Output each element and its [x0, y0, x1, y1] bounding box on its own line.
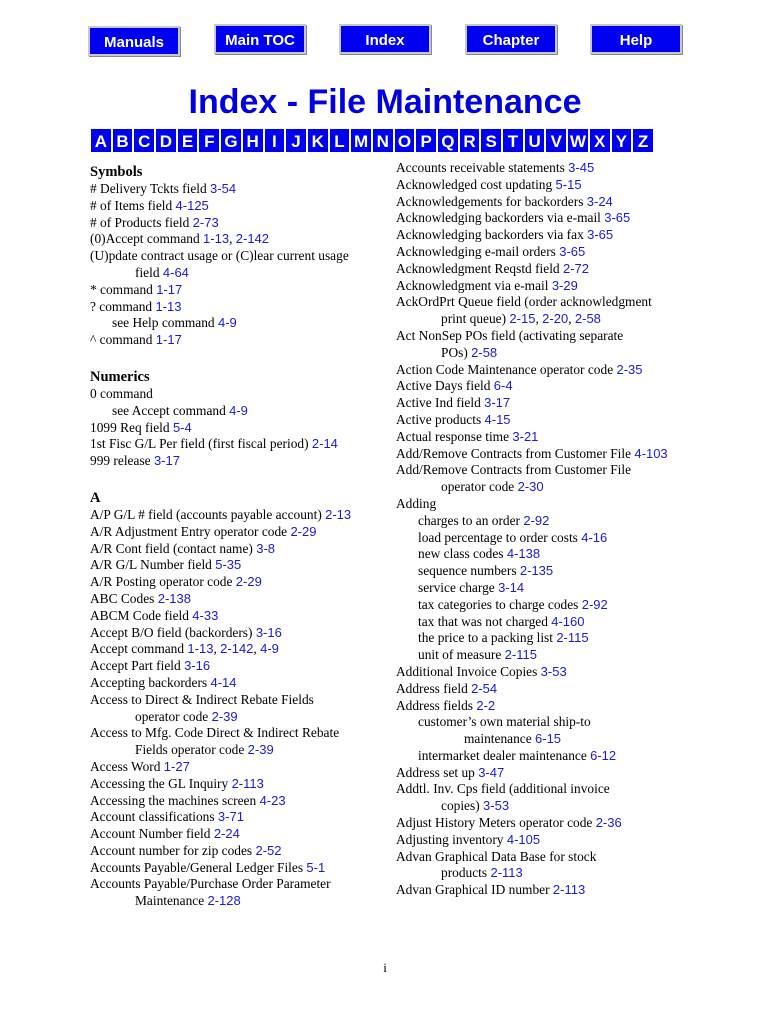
index-entry-text: see Accept command: [112, 402, 230, 418]
index-entry-text: Account number for zip codes: [90, 842, 256, 858]
index-entry: [90, 386, 390, 403]
section-gap: [90, 470, 390, 486]
index-entry-text: Accept Part field: [90, 658, 185, 674]
index-entry-text: Acknowledgment via e-mail: [396, 277, 552, 293]
index-entry-text: Act NonSep POs field (activating separate: [396, 327, 624, 343]
index-entry: [396, 160, 696, 177]
index-entry: [90, 809, 390, 826]
index-entry: [396, 882, 696, 899]
page-number: i: [383, 960, 387, 975]
ref-separator: ,: [568, 311, 575, 327]
top-navigation: [88, 24, 680, 79]
chapter-toc-button[interactable]: Chapter TOC: [465, 24, 557, 54]
page-reference-link[interactable]: 4-160: [551, 613, 585, 629]
page-reference-link[interactable]: 3-54: [210, 181, 237, 196]
index-entry: [396, 698, 696, 715]
index-entry-text: Accept command: [90, 641, 188, 657]
index-entry-text: Adjust History Meters operator code: [396, 815, 596, 831]
index-entry: [90, 420, 390, 437]
page-reference-link[interactable]: 5-1: [306, 859, 326, 875]
index-entry: [396, 546, 696, 563]
index-entry: [90, 436, 390, 453]
index-entry-text: ? command: [90, 298, 156, 314]
index-entry-text: Address fields: [396, 697, 477, 713]
index-entry-text: field: [135, 264, 163, 280]
index-entry-text: Advan Graphical Data Base for stock: [396, 848, 597, 864]
index-entry-text: A/R Cont field (contact name): [90, 540, 257, 556]
alphabet-letter-g[interactable]: G: [220, 128, 242, 153]
index-entry-text: * command: [90, 281, 157, 297]
index-entry-text: Adjusting inventory: [396, 831, 507, 847]
index-entry: [396, 614, 696, 631]
ref-separator: ,: [535, 311, 543, 327]
index-entry-text: A/R G/L Number field: [90, 557, 216, 573]
index-entry: [396, 815, 696, 832]
index-entry-text: ABCM Code field: [90, 607, 193, 623]
page-reference-link[interactable]: 6-15: [535, 731, 562, 747]
index-entry: [396, 496, 696, 513]
index-entry: [90, 608, 390, 625]
index-entry: [396, 194, 696, 211]
index-entry-text: Accessing the GL Inquiry: [90, 775, 232, 791]
page-reference-link[interactable]: 2-13: [325, 506, 352, 522]
index-entry-text: Active products: [396, 411, 485, 427]
page-reference-link[interactable]: 3-45: [568, 160, 595, 175]
index-entry-text: ABC Codes: [90, 590, 158, 606]
page-reference-link[interactable]: 2-142: [220, 641, 254, 657]
index-entry-text: Address field: [396, 680, 472, 696]
page-reference-link[interactable]: 4-33: [192, 607, 219, 623]
index-entry: [396, 580, 696, 597]
index-entry: [396, 832, 696, 849]
page-reference-link[interactable]: 3-14: [498, 579, 525, 595]
alphabet-letter-c[interactable]: C: [133, 128, 155, 153]
index-entry-text: # of Products field: [90, 214, 193, 230]
page-reference-link[interactable]: 1-27: [163, 758, 190, 774]
page-reference-link[interactable]: 2-58: [574, 311, 601, 327]
index-entry-text: (U)pdate contract usage or (C)lear current usage: [90, 248, 349, 264]
index-entry-text: 1099 Req field: [90, 419, 173, 435]
index-entry: [396, 630, 696, 647]
index-entry: [90, 658, 390, 675]
index-entry-text: intermarket dealer maintenance: [418, 747, 591, 763]
page-reference-link[interactable]: 3-16: [255, 624, 282, 640]
index-entry-text: see Help command: [112, 315, 218, 331]
index-entry: [90, 198, 390, 215]
index-entry-text: Maintenance: [135, 893, 208, 909]
index-entry: [396, 781, 696, 798]
index-entry: [90, 574, 390, 591]
page-reference-link[interactable]: 4-9: [260, 641, 279, 657]
index-entry: [396, 479, 696, 496]
index-entry-text: 999 release: [90, 453, 154, 469]
index-entry-text: # of Items field: [90, 197, 176, 213]
page-reference-link[interactable]: 3-65: [559, 243, 586, 259]
index-entry-text: load percentage to order costs: [418, 529, 582, 545]
alphabet-letter-l[interactable]: L: [329, 128, 351, 153]
index-entry: [90, 625, 390, 642]
index-entry: [396, 261, 696, 278]
index-entry: [90, 181, 390, 198]
index-entry: [90, 332, 390, 349]
index-entry-text: Account classifications: [90, 809, 218, 825]
page-reference-link[interactable]: 4-9: [217, 315, 237, 331]
index-entry-text: customer’s own material ship-to: [418, 714, 591, 730]
index-entry: [90, 524, 390, 541]
alphabet-letter-p[interactable]: P: [415, 128, 437, 153]
alphabet-letter-i[interactable]: I: [264, 128, 286, 153]
index-entry: [90, 725, 390, 742]
index-entry-text: Active Ind field: [396, 395, 485, 411]
index-entry-text: # Delivery Tckts field: [90, 181, 211, 196]
index-entry: [396, 311, 696, 328]
page-reference-link[interactable]: 4-125: [175, 197, 209, 213]
page-reference-link[interactable]: 2-113: [490, 865, 523, 881]
page-reference-link[interactable]: 2-2: [476, 697, 496, 713]
index-entry-text: print queue): [441, 311, 510, 327]
index-entry: [396, 765, 696, 782]
index-entry: [396, 798, 696, 815]
index-entry: [90, 776, 390, 793]
alphabet-letter-o[interactable]: O: [394, 128, 416, 153]
index-entry-text: Acknowledgements for backorders: [396, 193, 587, 209]
index-entry: [396, 597, 696, 614]
index-entry: [90, 692, 390, 709]
page-reference-link[interactable]: 3-24: [586, 193, 613, 209]
index-entry-text: service charge: [418, 579, 499, 595]
index-entry: [90, 231, 390, 248]
index-entry-text: Acknowledging e-mail orders: [396, 243, 560, 259]
page-reference-link[interactable]: 2-20: [542, 311, 569, 327]
page-reference-link[interactable]: 2-128: [207, 893, 241, 909]
index-entry-text: sequence numbers: [418, 563, 520, 579]
index-entry: [90, 675, 390, 692]
index-entry-text: unit of measure: [418, 647, 505, 663]
page-reference-link[interactable]: 3-65: [587, 227, 614, 243]
page-reference-link[interactable]: 1-17: [156, 281, 183, 297]
page-reference-link[interactable]: 1-13: [155, 298, 182, 314]
index-entry: [396, 362, 696, 379]
index-entry: [396, 345, 696, 362]
index-entry-text: Actual response time: [396, 428, 513, 444]
page-reference-link[interactable]: 2-24: [213, 826, 240, 842]
page-reference-link[interactable]: 3-8: [256, 540, 276, 556]
index-entry: [90, 759, 390, 776]
index-column-left: [90, 160, 390, 910]
page-reference-link[interactable]: 2-39: [247, 742, 274, 758]
page-reference-link[interactable]: 3-29: [551, 277, 578, 293]
index-entry: [90, 315, 390, 332]
page-reference-link[interactable]: 3-65: [604, 210, 631, 226]
index-entry-text: Accounts receivable statements: [396, 160, 569, 175]
index-entry-text: products: [441, 865, 491, 881]
page-reference-link[interactable]: 2-52: [255, 842, 282, 858]
index-entry: [396, 681, 696, 698]
page-reference-link[interactable]: 1-17: [155, 332, 182, 348]
index-entry: [90, 282, 390, 299]
alphabet-letter-y[interactable]: Y: [611, 128, 633, 153]
index-entry-text: Addtl. Inv. Cps field (additional invoice: [396, 781, 610, 797]
index-entry-text: Accessing the machines screen: [90, 792, 260, 808]
alphabet-letter-b[interactable]: B: [112, 128, 134, 153]
page-reference-link[interactable]: 2-73: [192, 214, 219, 230]
index-entry: [90, 403, 390, 420]
page-reference-link[interactable]: 2-92: [581, 596, 608, 612]
page-reference-link[interactable]: 2-72: [562, 260, 590, 276]
page-reference-link[interactable]: 4-15: [484, 411, 511, 427]
index-entry-text: tax that was not charged: [418, 613, 552, 629]
index-entry-text: Accepting backorders: [90, 674, 211, 690]
page-reference-link[interactable]: 4-64: [162, 264, 189, 280]
page-reference-link[interactable]: 3-21: [512, 428, 539, 444]
alphabet-letter-f[interactable]: F: [198, 128, 220, 153]
index-entry: [396, 395, 696, 412]
index-entry-text: A/R Posting operator code: [90, 574, 236, 590]
page-reference-link[interactable]: 3-17: [153, 453, 180, 469]
index-entry: [396, 244, 696, 261]
page-reference-link[interactable]: 4-14: [210, 674, 237, 690]
page-reference-link[interactable]: 5-15: [555, 176, 582, 192]
page-reference-link[interactable]: 2-113: [552, 882, 586, 898]
index-entry: [396, 647, 696, 664]
alphabet-letter-v[interactable]: V: [545, 128, 567, 153]
alphabet-letter-t[interactable]: T: [502, 128, 524, 153]
index-entry: [396, 462, 696, 479]
alphabet-letter-h[interactable]: H: [242, 128, 264, 153]
alphabet-index-bar: [90, 128, 654, 153]
index-entry-text: Access Word: [90, 758, 164, 774]
index-entry-text: AckOrdPrt Queue field (order acknowledgment: [396, 294, 652, 310]
index-entry: [396, 227, 696, 244]
page-reference-link[interactable]: 3-53: [483, 798, 510, 814]
index-entry: [396, 731, 696, 748]
ref-separator: ,: [253, 641, 261, 657]
index-entry: [90, 215, 390, 232]
ref-separator: ,: [229, 231, 236, 247]
index-entry-text: 1st Fisc G/L Per field (first fiscal period): [90, 436, 312, 452]
alphabet-letter-q[interactable]: Q: [437, 128, 459, 153]
index-entry: [396, 530, 696, 547]
page-reference-link[interactable]: 2-115: [556, 630, 589, 646]
alphabet-letter-z[interactable]: Z: [632, 128, 654, 153]
index-entry-text: Acknowledging backorders via fax: [396, 227, 588, 243]
page-reference-link[interactable]: 2-113: [231, 775, 264, 791]
index-entry: [90, 641, 390, 658]
index-entry: [396, 429, 696, 446]
index-entry: [396, 714, 696, 731]
main-toc-button[interactable]: Main TOC: [214, 24, 306, 54]
page-reference-link[interactable]: 4-138: [506, 546, 541, 562]
index-entry-text: Fields operator code: [135, 742, 248, 758]
page-reference-link[interactable]: 4-16: [581, 529, 608, 545]
page-reference-link[interactable]: 4-103: [634, 445, 668, 461]
page-reference-link[interactable]: 2-14: [311, 436, 338, 452]
page-reference-link[interactable]: 6-4: [493, 378, 513, 394]
index-entry: [90, 843, 390, 860]
alphabet-letter-r[interactable]: R: [459, 128, 481, 153]
index-entry: [90, 299, 390, 316]
index-entry: [396, 513, 696, 530]
index-entry-text: Additional Invoice Copies: [396, 663, 541, 679]
index-entry-text: charges to an order: [418, 512, 524, 528]
index-section-heading: Symbols: [90, 164, 143, 180]
index-entry: [90, 591, 390, 608]
index-entry: [90, 860, 390, 877]
index-entry-text: maintenance: [464, 731, 536, 747]
index-entry: [396, 664, 696, 681]
index-entry: [90, 793, 390, 810]
alphabet-letter-a[interactable]: A: [90, 128, 112, 153]
alphabet-letter-x[interactable]: X: [589, 128, 611, 153]
index-entry: [90, 541, 390, 558]
index-entry-text: Access to Direct & Indirect Rebate Fields: [90, 691, 314, 707]
page-reference-link[interactable]: 3-47: [478, 764, 505, 780]
index-entry-text: the price to a packing list: [418, 630, 557, 646]
index-entry-text: POs): [441, 344, 472, 360]
index-entry: [396, 865, 696, 882]
index-entry: [396, 210, 696, 227]
page-reference-link[interactable]: 4-9: [229, 402, 248, 418]
alphabet-letter-e[interactable]: E: [177, 128, 199, 153]
index-entry: [396, 328, 696, 345]
index-entry: [90, 557, 390, 574]
alphabet-letter-j[interactable]: J: [285, 128, 307, 153]
index-entry-text: A/R Adjustment Entry operator code: [90, 523, 291, 539]
ref-separator: ,: [213, 641, 221, 657]
index-entry-text: Accounts Payable/General Ledger Files: [90, 859, 307, 875]
index-entry-text: new class codes: [418, 546, 507, 562]
index-entry-text: Action Code Maintenance operator code: [396, 361, 617, 377]
index-entry-text: A/P G/L # field (accounts payable account): [90, 506, 326, 522]
alphabet-letter-s[interactable]: S: [480, 128, 502, 153]
index-entry-text: Adding: [396, 495, 437, 511]
index-entry-text: Acknowledging backorders via e-mail: [396, 210, 605, 226]
index-entry-text: operator code: [135, 708, 212, 724]
page-reference-link[interactable]: 5-35: [215, 557, 242, 573]
page-reference-link[interactable]: 4-23: [259, 792, 286, 808]
index-entry: [396, 278, 696, 295]
index-entry: [90, 709, 390, 726]
page-reference-link[interactable]: 1-13: [203, 231, 230, 247]
index-entry-text: Add/Remove Contracts from Customer File: [396, 462, 632, 478]
index-section-heading: Numerics: [90, 368, 150, 385]
index-entry: [90, 453, 390, 470]
page-reference-link[interactable]: 2-54: [471, 680, 498, 696]
page-reference-link[interactable]: 2-30: [517, 479, 544, 495]
index-entry: [396, 748, 696, 765]
page-reference-link[interactable]: 2-39: [211, 708, 238, 724]
index-entry-text: Accept B/O field (backorders): [90, 624, 256, 640]
index-entry: [396, 563, 696, 580]
index-entry-text: Advan Graphical ID number: [396, 882, 553, 898]
index-entry: [90, 893, 390, 910]
alphabet-letter-w[interactable]: W: [567, 128, 589, 153]
index-entry: [90, 742, 390, 759]
index-entry-text: Acknowledged cost updating: [396, 176, 556, 192]
index-section-heading: A: [90, 489, 101, 506]
page-reference-link[interactable]: 2-36: [595, 815, 622, 831]
page-reference-link[interactable]: 2-35: [616, 361, 643, 377]
index-entry: [90, 248, 390, 265]
index-entry: [396, 849, 696, 866]
index-entry-text: Add/Remove Contracts from Customer File: [396, 445, 635, 461]
index-entry-text: tax categories to charge codes: [418, 596, 582, 612]
index-entry-text: operator code: [441, 479, 518, 495]
page-reference-link[interactable]: 2-115: [504, 647, 537, 663]
page-title: Index - File Maintenance: [188, 83, 582, 121]
index-entry-text: (0)Accept command: [90, 231, 204, 247]
alphabet-letter-u[interactable]: U: [524, 128, 546, 153]
alphabet-letter-d[interactable]: D: [155, 128, 177, 153]
index-entry: [396, 446, 696, 463]
page-reference-link[interactable]: 3-17: [484, 395, 511, 411]
alphabet-letter-m[interactable]: M: [350, 128, 372, 153]
page-reference-link[interactable]: 5-4: [172, 419, 192, 435]
index-entry-text: Account Number field: [90, 826, 214, 842]
index-entry: [396, 412, 696, 429]
index-entry: [90, 265, 390, 282]
page-reference-link[interactable]: 2-58: [471, 344, 498, 360]
index-column-right: [396, 160, 696, 899]
alphabet-letter-k[interactable]: K: [307, 128, 329, 153]
manuals-button[interactable]: Manuals: [88, 26, 180, 56]
section-gap: [90, 349, 390, 365]
index-entry-text: Acknowledgment Reqstd field: [396, 260, 563, 276]
page-reference-link[interactable]: 3-16: [184, 658, 211, 674]
index-entry: [90, 826, 390, 843]
index-entry: [396, 177, 696, 194]
page-reference-link[interactable]: 4-105: [506, 831, 541, 847]
page-reference-link[interactable]: 1-13: [187, 641, 214, 657]
page-reference-link[interactable]: 2-29: [290, 523, 317, 539]
page-reference-link[interactable]: 2-142: [235, 231, 270, 247]
index-entry: [90, 507, 390, 524]
index-entry: [90, 876, 390, 893]
help-button[interactable]: Help: [590, 24, 682, 54]
page-reference-link[interactable]: 6-12: [590, 747, 617, 763]
page-reference-link[interactable]: 2-135: [519, 563, 554, 579]
alphabet-letter-n[interactable]: N: [372, 128, 394, 153]
index-button[interactable]: Index: [339, 24, 431, 54]
index-entry-text: Access to Mfg. Code Direct & Indirect Rebate: [90, 725, 340, 741]
index-entry-text: copies): [441, 798, 484, 814]
page-reference-link[interactable]: 2-29: [235, 574, 262, 590]
page-reference-link[interactable]: 3-71: [217, 809, 244, 825]
page-reference-link[interactable]: 2-92: [523, 512, 550, 528]
index-entry-text: Active Days field: [396, 378, 494, 394]
index-entry: [396, 294, 696, 311]
page-reference-link[interactable]: 2-15: [509, 311, 536, 327]
index-entry-text: Accounts Payable/Purchase Order Parameter: [90, 876, 331, 892]
index-entry-text: Address set up: [396, 764, 479, 780]
index-entry-text: 0 command: [90, 385, 153, 401]
page-reference-link[interactable]: 2-138: [157, 590, 191, 606]
index-entry: [396, 378, 696, 395]
page-reference-link[interactable]: 3-53: [540, 663, 567, 679]
index-entry-text: ^ command: [90, 332, 156, 348]
